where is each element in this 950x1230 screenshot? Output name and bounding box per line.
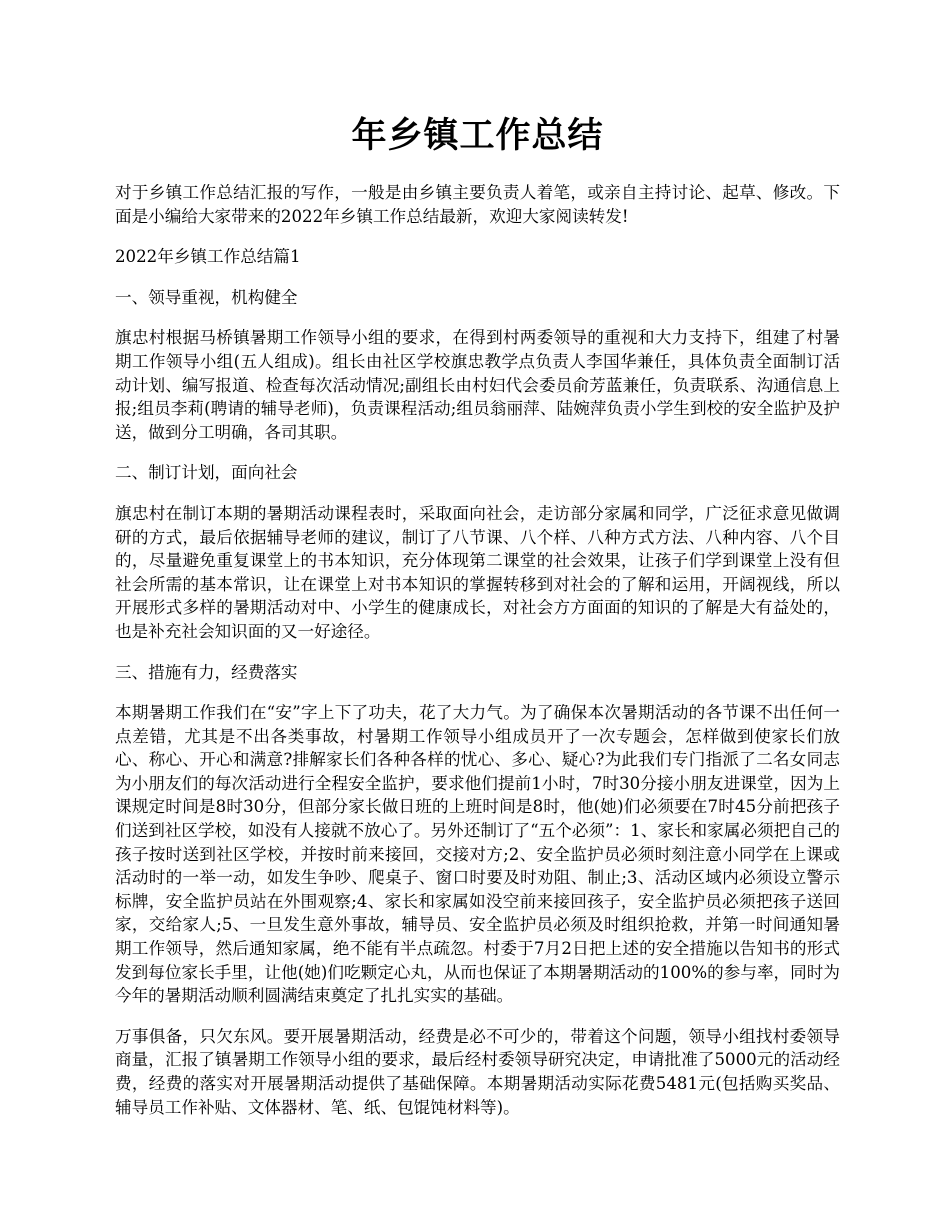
article-subtitle: 2022年乡镇工作总结篇1 bbox=[115, 247, 301, 267]
section-1-heading: 一、领导重视，机构健全 bbox=[115, 287, 298, 307]
section-1-paragraph: 旗忠村根据马桥镇暑期工作领导小组的要求，在得到村两委领导的重视和大力支持下，组建了村暑期工作领导小组(五人组成)。组长由社区学校旗忠教学点负责人李国华兼任，具体负责全面制订活动计划、编写报道、检查每次活动情况;副组长由村妇代会委员俞芳蓝兼任，负责联系、沟通信息上报;组员李莉(聘请的辅导老师)，负责课程活动;组员翁丽萍、陆婉萍负责小学生到校的安全监护及护送，做到分工明确，各司其职。 bbox=[115, 328, 840, 442]
section-2-heading: 二、制订计划，面向社会 bbox=[115, 463, 298, 483]
document-title: 年乡镇工作总结 bbox=[351, 116, 604, 156]
section-3-heading: 三、措施有力，经费落实 bbox=[115, 662, 298, 682]
section-3-paragraph-2: 万事俱备，只欠东风。要开展暑期活动，经费是必不可少的，带着这个问题，领导小组找村委领导商量，汇报了镇暑期工作领导小组的要求，最后经村委领导研究决定，申请批准了5000元的活动经费，经费的落实对开展暑期活动提供了基础保障。本期暑期活动实际花费5481元(包括购买奖品、辅导员工作补贴、文体器材、笔、纸、包馄饨材料等)。 bbox=[115, 1026, 840, 1117]
intro-paragraph: 对于乡镇工作总结汇报的写作，一般是由乡镇主要负责人着笔，或亲自主持讨论、起草、修改。下面是小编给大家带来的2022年乡镇工作总结最新，欢迎大家阅读转发! bbox=[115, 183, 840, 226]
section-3-paragraph-1: 本期暑期工作我们在“安”字上下了功夫，花了大力气。为了确保本次暑期活动的各节课不出任何一点差错，尤其是不出各类事故，村暑期工作领导小组成员开了一次专题会，怎样做到使家长们放心、称心、开心和满意?排解家长们各种各样的忧心、多心、疑心?为此我们专门指派了二名女同志为小朋友们的每次活动进行全程安全监护，要求他们提前1小时，7时30分接小朋友进课堂，因为上课规定时间是8时30分，但部分家长做日班的上班时间是8时，他(她)们必须要在7时45分前把孩子们送到社区学校，如没有人接就不放心了。另外还制订了“五个必须”：1、家长和家属必须把自己的孩子按时送到社区学校，并按时前来接回，交接对方;2、安全监护员必须时刻注意小同学在上课或活动时的一举一动，如发生争吵、爬桌子、窗口时要及时劝阻、制止;3、活动区域内必须设立警示标牌，安全监护员站在外围观察;4、家长和家属如没空前来接回孩子，安全监护员必须把孩子送回家，交给家人;5、一旦发生意外事故，辅导员、安全监护员必须及时组织抢救，并第一时间通知暑期工作领导，然后通知家属，绝不能有半点疏忽。村委于7月2日把上述的安全措施以告知书的形式发到每位家长手里，让他(她)们吃颗定心丸，从而也保证了本期暑期活动的100%的参与率，同时为今年的暑期活动顺利圆满结束奠定了扎扎实实的基础。 bbox=[115, 703, 840, 1006]
document-page bbox=[115, 112, 840, 1136]
section-2-paragraph: 旗忠村在制订本期的暑期活动课程表时，采取面向社会，走访部分家属和同学，广泛征求意见做调研的方式，最后依据辅导老师的建议，制订了八节课、八个样、八种方式方法、八种内容、八个目的，尽量避免重复课堂上的书本知识，充分体现第二课堂的社会效果，让孩子们学到课堂上没有但社会所需的基本常识，让在课堂上对书本知识的掌握转移到对社会的了解和运用，开阔视线，所以开展形式多样的暑期活动对中、小学生的健康成长，对社会方方面面的知识的了解是大有益处的，也是补充社会知识面的又一好途径。 bbox=[115, 503, 840, 641]
